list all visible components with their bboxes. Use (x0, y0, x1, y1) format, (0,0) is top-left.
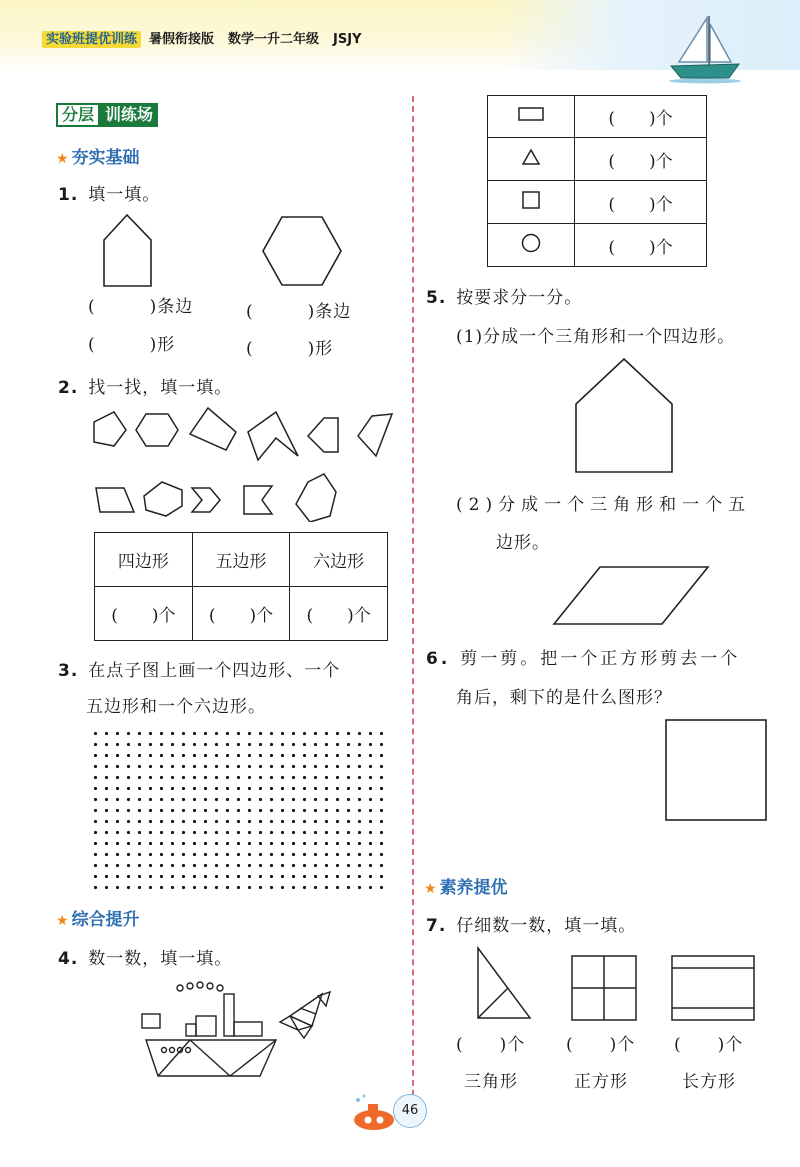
question-5-part2-line2: 边形。 (496, 533, 550, 553)
q2-header-quad: 四边形 (95, 533, 193, 587)
q2-answer-hex[interactable]: ( )个 (290, 587, 388, 641)
q7-rectangle-figure (670, 954, 756, 1022)
header-cloud (500, 0, 800, 70)
q1-blank-sides-2: ( )条边 (246, 302, 352, 322)
badge-part1: 分层 (56, 103, 100, 127)
header-text (42, 28, 362, 47)
question-3 (58, 656, 340, 681)
circle-icon (488, 224, 575, 267)
sailboat-icon (665, 14, 745, 84)
question-1-number: 1. (58, 185, 79, 205)
q6-square-shape[interactable] (664, 718, 768, 822)
ship-figure (140, 974, 340, 1086)
square-icon (488, 181, 575, 224)
hexagon-shape (260, 214, 344, 288)
header-subtitle: 暑假衔接版 (149, 32, 215, 47)
q7-triangle-figure (474, 944, 534, 1022)
header-edition: JSJY (333, 32, 362, 47)
q2-shape-quad-2 (358, 414, 392, 456)
column-divider (412, 96, 414, 1116)
q2-shape-chevron (192, 488, 220, 512)
q2-answer-pent[interactable]: ( )个 (192, 587, 290, 641)
dot-grid[interactable] (90, 728, 390, 893)
q4-answer-triangle[interactable]: ( )个 (575, 138, 707, 181)
page-number: 46 (393, 1094, 427, 1128)
q2-header-pent: 五边形 (192, 533, 290, 587)
question-5-number: 5. (426, 288, 447, 308)
q2-table (94, 532, 388, 641)
q7-label-square: 正方形 (574, 1072, 628, 1092)
q2-shape-pentagon-2 (308, 418, 338, 452)
q2-shapes-group (86, 402, 406, 522)
question-2 (58, 373, 232, 398)
star-icon: ★ (424, 881, 437, 897)
q4-answer-square[interactable]: ( )个 (575, 181, 707, 224)
question-5 (426, 283, 582, 308)
question-2-number: 2. (58, 378, 79, 398)
question-5-part1: (1)分成一个三角形和一个四边形。 (456, 327, 736, 347)
section-basic-title: 夯实基础 (71, 148, 140, 168)
submarine-icon (350, 1092, 398, 1136)
q1-blank-sides-1: ( )条边 (88, 297, 194, 317)
question-3-line2: 五边形和一个六边形。 (86, 697, 266, 717)
q2-header-hex: 六边形 (290, 533, 388, 587)
question-5-part2-line1: (2)分成一个三角形和一个五 (456, 495, 752, 515)
question-7-text: 仔细数一数，填一填。 (456, 916, 637, 936)
q7-square-figure (570, 954, 638, 1022)
q7-blank-triangle[interactable]: ( )个 (456, 1035, 526, 1055)
q2-shape-pentagon-1 (94, 412, 126, 446)
q1-blank-shape-2: ( )形 (246, 339, 334, 359)
q7-blank-square[interactable]: ( )个 (566, 1035, 636, 1055)
question-1-text: 填一填。 (88, 185, 161, 205)
question-6-number: 6. (426, 649, 451, 669)
q2-shape-arrow-1 (248, 412, 298, 460)
question-6-line2: 角后，剩下的是什么图形？ (456, 688, 672, 708)
q2-shape-quad-1 (190, 408, 236, 450)
star-icon: ★ (56, 913, 69, 929)
section-basic (56, 143, 140, 168)
question-4-number: 4. (58, 949, 79, 969)
q4-table (487, 95, 707, 267)
section-badge (56, 103, 158, 127)
q2-shape-flag (244, 486, 272, 514)
q4-answer-circle[interactable]: ( )个 (575, 224, 707, 267)
section-comprehensive (56, 905, 140, 930)
question-2-text: 找一找，填一填。 (88, 378, 233, 398)
pentagon-house-shape (100, 212, 156, 288)
header-tag: 实验班提优训练 (42, 31, 141, 48)
q7-blank-rectangle[interactable]: ( )个 (674, 1035, 744, 1055)
question-3-number: 3. (58, 661, 79, 681)
q2-shape-quad-3 (96, 488, 134, 512)
rectangle-icon (488, 96, 575, 138)
question-4-text: 数一数，填一填。 (88, 949, 233, 969)
question-4 (58, 944, 232, 969)
section-comprehensive-title: 综合提升 (71, 910, 140, 930)
q5-house-shape[interactable] (572, 356, 678, 474)
question-1 (58, 180, 160, 205)
star-icon: ★ (56, 151, 69, 167)
q7-label-triangle: 三角形 (464, 1072, 518, 1092)
question-6 (426, 644, 740, 669)
question-7-number: 7. (426, 916, 447, 936)
q4-answer-rectangle[interactable]: ( )个 (575, 96, 707, 138)
badge-part2: 训练场 (100, 103, 158, 127)
question-6-line1: 剪一剪。把一个正方形剪去一个 (460, 649, 741, 669)
q2-shape-hexagon-1 (136, 414, 178, 446)
section-literacy-title: 素养提优 (439, 878, 508, 898)
q1-blank-shape-1: ( )形 (88, 335, 176, 355)
section-literacy (424, 873, 508, 898)
q5-parallelogram-shape[interactable] (550, 564, 712, 626)
question-3-line1: 在点子图上画一个四边形、一个 (88, 661, 341, 681)
q2-shape-hexagon-2 (144, 482, 182, 516)
triangle-icon (488, 138, 575, 181)
q2-answer-quad[interactable]: ( )个 (95, 587, 193, 641)
q7-label-rectangle: 长方形 (682, 1072, 736, 1092)
question-5-text: 按要求分一分。 (456, 288, 583, 308)
header-subject: 数学一升二年级 (228, 32, 320, 47)
question-7 (426, 911, 636, 936)
q2-shape-hexagon-3 (296, 474, 336, 522)
